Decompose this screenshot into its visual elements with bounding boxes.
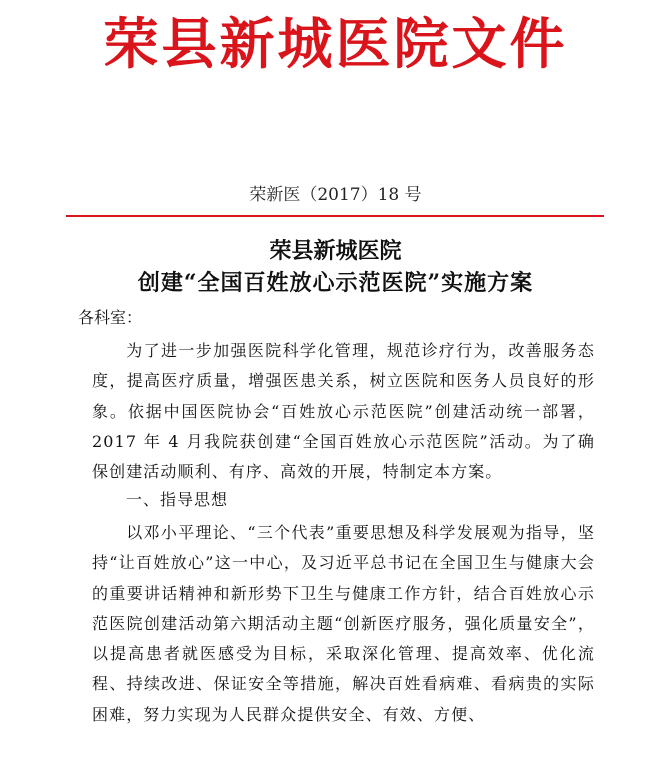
section-heading-guiding-ideology: 一、指导思想: [126, 490, 229, 509]
salutation: 各科室：: [78, 308, 143, 327]
paragraph-1-text: 为了进一步加强医院科学化管理，规范诊疗行为，改善服务态度，提高医疗质量，增强医患关系，树立医院和医务人员良好的形象。依据中国医院协会“百姓放心示范医院”创建活动统一部署，2017 年 4 月我院获创建“全国百姓放心示范医院”活动。为了确保创建活动顺利、有序、高效的开展，特制定本方案。: [92, 341, 595, 482]
document-title-line2: 创建“全国百姓放心示范医院”实施方案: [137, 270, 534, 296]
org-header-title: 荣县新城医院文件: [103, 11, 568, 76]
paragraph-1: [92, 336, 595, 487]
document-title-line1: 荣县新城医院: [269, 238, 402, 264]
document-number: 荣新医（2017）18 号: [249, 185, 422, 205]
paragraph-2: [92, 518, 595, 730]
red-divider-line: [66, 215, 604, 217]
paragraph-2-text: 以邓小平理论、“三个代表”重要思想及科学发展观为指导，坚持“让百姓放心”这一中心，及习近平总书记在全国卫生与健康大会的重要讲话精神和新形势下卫生与健康工作方针，结合百姓放心示范医院创建活动第六期活动主题“创新医疗服务，强化质量安全”，以提高患者就医感受为目标，采取深化管理、提高效率、优化流程、持续改进、保证安全等措施，解决百姓看病难、看病贵的实际困难，努力实现为人民群众提供安全、有效、方便、: [92, 523, 595, 724]
